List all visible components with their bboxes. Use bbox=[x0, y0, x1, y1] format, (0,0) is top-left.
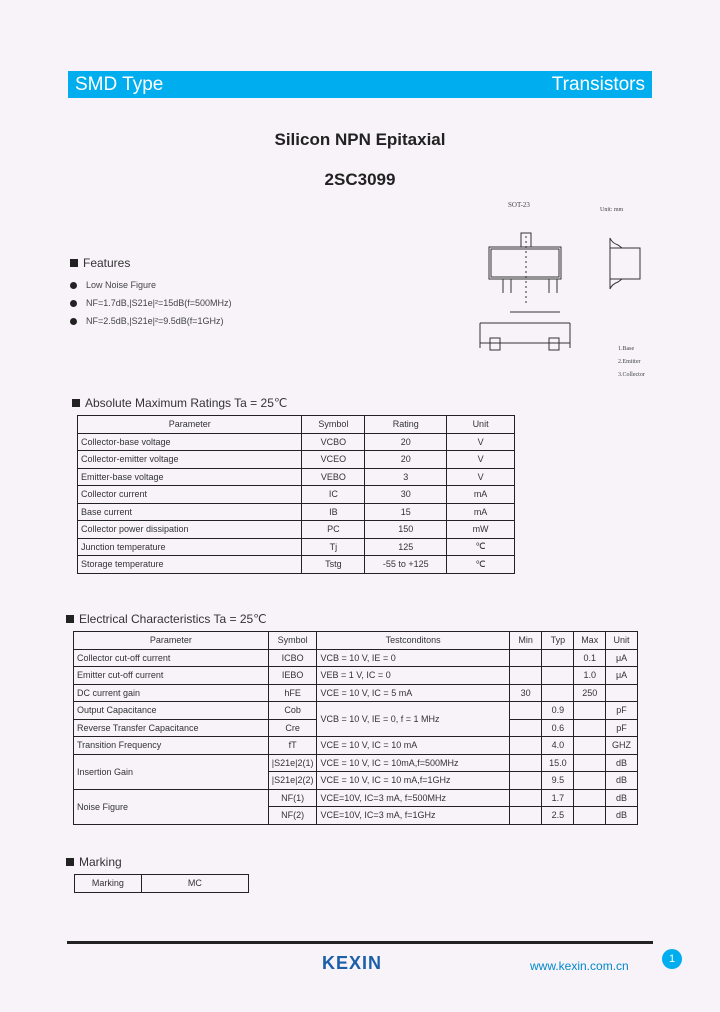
header-left: SMD Type bbox=[75, 73, 164, 95]
table-row: Collector current IC 30 mA bbox=[78, 486, 515, 504]
table-row: DC current gain hFE VCE = 10 V, IC = 5 mA 30 250 bbox=[74, 684, 638, 702]
table-row: Collector-base voltage VCBO 20 V bbox=[78, 433, 515, 451]
feature-item: NF=2.5dB,|S21e|²=9.5dB(f=1GHz) bbox=[70, 312, 232, 330]
part-number: 2SC3099 bbox=[324, 170, 396, 189]
table-row: Marking MC bbox=[75, 875, 249, 893]
table-row: Output Capacitance Cob VCB = 10 V, IE = 0, f = 1 MHz 0.9 pF bbox=[74, 702, 638, 720]
table-row: Collector-emitter voltage VCEO 20 V bbox=[78, 451, 515, 469]
marking-table bbox=[74, 874, 249, 893]
svg-text:3.Collector: 3.Collector bbox=[618, 372, 645, 378]
table-row: Collector power dissipation PC 150 mW bbox=[78, 521, 515, 539]
table-row: NF(2) VCE=10V, IC=3 mA, f=1GHz 2.5 dB bbox=[74, 807, 638, 825]
package-outline-diagram bbox=[470, 198, 660, 388]
table-row: Base current IB 15 mA bbox=[78, 503, 515, 521]
abs-max-table bbox=[77, 415, 515, 574]
svg-text:1.Base: 1.Base bbox=[618, 346, 635, 352]
feature-item: NF=1.7dB,|S21e|²=15dB(f=500MHz) bbox=[70, 294, 232, 312]
features-list bbox=[70, 276, 232, 330]
svg-text:2.Emitter: 2.Emitter bbox=[618, 359, 641, 365]
table-row: Storage temperature Tstg -55 to +125 ℃ bbox=[78, 556, 515, 574]
table-row: |S21e|2(2) VCE = 10 V, IC = 10 mA,f=1GHz 9.5 dB bbox=[74, 772, 638, 790]
package-name: SOT-23 bbox=[508, 201, 530, 209]
square-bullet-icon bbox=[66, 615, 74, 623]
marking-heading: Marking bbox=[66, 855, 122, 869]
doc-title: Silicon NPN Epitaxial bbox=[274, 130, 446, 149]
table-row: Emitter-base voltage VEBO 3 V bbox=[78, 468, 515, 486]
header-bar bbox=[68, 71, 652, 98]
elec-char-heading: Electrical Characteristics Ta = 25℃ bbox=[66, 612, 267, 626]
header-right: Transistors bbox=[551, 73, 645, 95]
bullet-icon bbox=[70, 300, 77, 307]
square-bullet-icon bbox=[70, 259, 78, 267]
unit-label: Unit: mm bbox=[600, 207, 624, 213]
table-row: Transition Frequency fT VCE = 10 V, IC = 10 mA 4.0 GHZ bbox=[74, 737, 638, 755]
footer-divider bbox=[67, 941, 653, 944]
table-header-row: Parameter Symbol Rating Unit bbox=[78, 416, 515, 434]
table-row: Reverse Transfer Capacitance Cre 0.6 pF bbox=[74, 719, 638, 737]
square-bullet-icon bbox=[72, 399, 80, 407]
table-row: Collector cut-off current ICBO VCB = 10 V, IE = 0 0.1 μA bbox=[74, 649, 638, 667]
table-header-row: Parameter Symbol Testconditons Min Typ Max Unit bbox=[74, 632, 638, 650]
table-row: Noise Figure NF(1) VCE=10V, IC=3 mA, f=500MHz 1.7 dB bbox=[74, 789, 638, 807]
table-row: Emitter cut-off current IEBO VEB = 1 V, IC = 0 1.0 μA bbox=[74, 667, 638, 685]
website-link[interactable]: www.kexin.com.cn bbox=[530, 959, 629, 973]
table-row: Insertion Gain |S21e|2(1) VCE = 10 V, IC = 10mA,f=500MHz 15.0 dB bbox=[74, 754, 638, 772]
page-number-badge: 1 bbox=[662, 949, 682, 969]
bullet-icon bbox=[70, 282, 77, 289]
table-row: Junction temperature Tj 125 ℃ bbox=[78, 538, 515, 556]
square-bullet-icon bbox=[66, 858, 74, 866]
features-heading: Features bbox=[70, 256, 130, 270]
bullet-icon bbox=[70, 318, 77, 325]
feature-item: Low Noise Figure bbox=[70, 276, 232, 294]
abs-max-heading: Absolute Maximum Ratings Ta = 25℃ bbox=[72, 396, 287, 410]
elec-char-table bbox=[73, 631, 638, 825]
kexin-logo: KEXIN bbox=[322, 953, 383, 973]
